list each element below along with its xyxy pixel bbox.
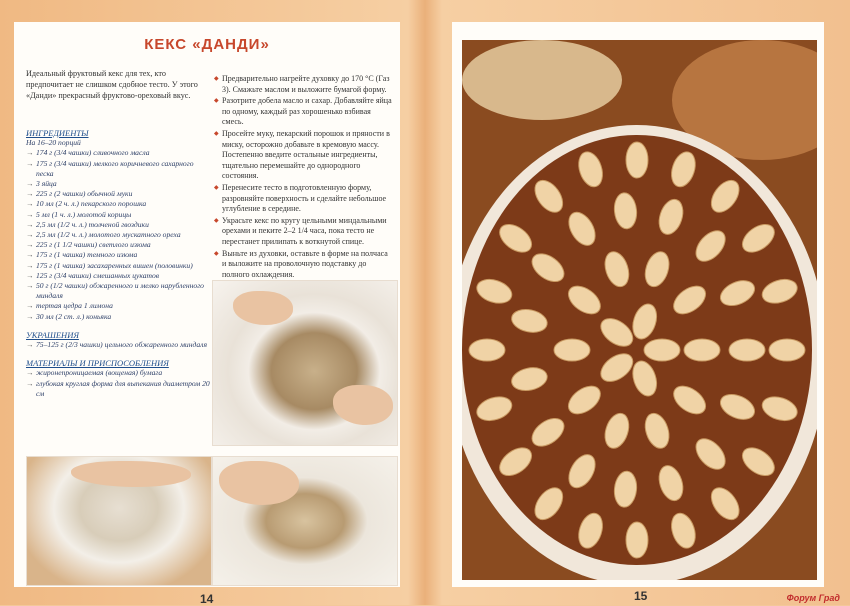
- ingredients-heading: ИНГРЕДИЕНТЫ: [26, 128, 89, 138]
- decoration-item: → 75–125 г (2/3 чашки) цельного обжаренного миндаля: [26, 340, 210, 350]
- almond-pile-shape: [462, 40, 622, 120]
- method-step: ◆ Перенесите тесто в подготовленную форму, разровняйте поверхность и сделайте небольшое углубление в середине.: [214, 183, 392, 215]
- method-step: ◆ Просейте муку, пекарский порошок и пряности в миску, осторожно добавьте в кремовую массу. Постепенно введите остальные ингредиенты, тщательно перемешайте до однородного состояния.: [214, 129, 392, 182]
- almond-icon: [554, 339, 590, 361]
- ingredient-item: → 2,5 мл (1/2 ч. л.) толченой гвоздики: [26, 220, 210, 230]
- cake-illustration: [462, 40, 817, 580]
- ingredient-item: → 50 г (1/2 чашки) обжаренного и мелко нарубленного миндаля: [26, 281, 210, 301]
- hand-image: [233, 291, 293, 325]
- hand-image: [219, 461, 299, 505]
- ingredient-item: → 10 мл (2 ч. л.) пекарского порошка: [26, 199, 210, 209]
- dundee-cake-photo: [462, 40, 817, 580]
- ingredient-item: → 3 яйца: [26, 179, 210, 189]
- servings-text: На 16–20 порций: [26, 138, 81, 148]
- almond-icon: [626, 522, 648, 558]
- sieve-photo: [26, 456, 212, 586]
- ingredient-item: → 175 г (1 чашка) темного изюма: [26, 250, 210, 260]
- cake-tin-photo: [212, 280, 398, 446]
- page-number-left: 14: [200, 592, 214, 606]
- recipe-intro: Идеальный фруктовый кекс для тех, кто предпочитает не слишком сдобное тесто. У этого «Данди» прекрасный фруктово-ореховый вкус.: [26, 69, 198, 100]
- ingredient-item: → 175 г (1 чашка) засахаренных вишен (половинки): [26, 261, 210, 271]
- almond-decorating-photo: [212, 456, 398, 586]
- method-step: ◆ Украсьте кекс по кругу цельными миндальными орехами и пеките 2–2 1/4 часа, пока тесто не перестанет прилипать к воткнутой спице.: [214, 216, 392, 248]
- equipment-heading: МАТЕРИАЛЫ И ПРИСПОСОБЛЕНИЯ: [26, 358, 169, 369]
- method-step: ◆ Разотрите добела масло и сахар. Добавляйте яйца по одному, каждый раз хорошенько взбивая смесь.: [214, 96, 392, 128]
- ingredient-item: → 225 г (1 1/2 чашки) светлого изюма: [26, 240, 210, 250]
- almond-icon: [729, 339, 765, 361]
- ingredient-item: → 30 мл (2 ст. л.) коньяка: [26, 312, 210, 322]
- ingredient-item: → 175 г (3/4 чашки) мелкого коричневого сахарного песка: [26, 159, 210, 179]
- ingredient-item: → 225 г (2 чашки) обычной муки: [26, 189, 210, 199]
- equipment-item: → жиронепроницаемая (вощеная) бумага: [26, 368, 210, 378]
- almond-icon: [769, 339, 805, 361]
- almond-icon: [626, 142, 648, 178]
- ingredient-list: [26, 148, 210, 321]
- almond-icon: [469, 339, 505, 361]
- decoration-list: [26, 340, 210, 350]
- ingredient-item: → 2,5 мл (1/2 ч. л.) молотого мускатного ореха: [26, 230, 210, 240]
- ingredient-item: → 174 г (3/4 чашки) сливочного масла: [26, 148, 210, 158]
- hand-image: [333, 385, 393, 425]
- equipment-list: [26, 368, 210, 399]
- recipe-title: КЕКС «ДАНДИ»: [144, 36, 270, 53]
- watermark-text: Форум Град: [786, 593, 840, 603]
- equipment-item: → глубокая круглая форма для выпекания диаметром 20 см: [26, 379, 210, 399]
- ingredient-item: → 125 г (3/4 чашки) смешанных цукатов: [26, 271, 210, 281]
- almond-icon: [684, 339, 720, 361]
- ingredient-item: → тертая цедра 1 лимона: [26, 301, 210, 311]
- ingredients-column: [26, 128, 210, 399]
- ingredient-item: → 5 мл (1 ч. л.) молотой корицы: [26, 210, 210, 220]
- page-number-right: 15: [634, 589, 648, 603]
- method-step: ◆ Выньте из духовки, оставьте в форме на полчаса и выложите на проволочную подставку до полного охлаждения.: [214, 249, 392, 281]
- almond-icon: [644, 339, 680, 361]
- method-steps: [214, 74, 392, 281]
- hand-image: [71, 461, 191, 487]
- decoration-heading: УКРАШЕНИЯ: [26, 329, 79, 340]
- method-step: ◆ Предварительно нагрейте духовку до 170 °С (Газ 3). Смажьте маслом и выложите бумагой форму.: [214, 74, 392, 95]
- left-page: [14, 22, 400, 587]
